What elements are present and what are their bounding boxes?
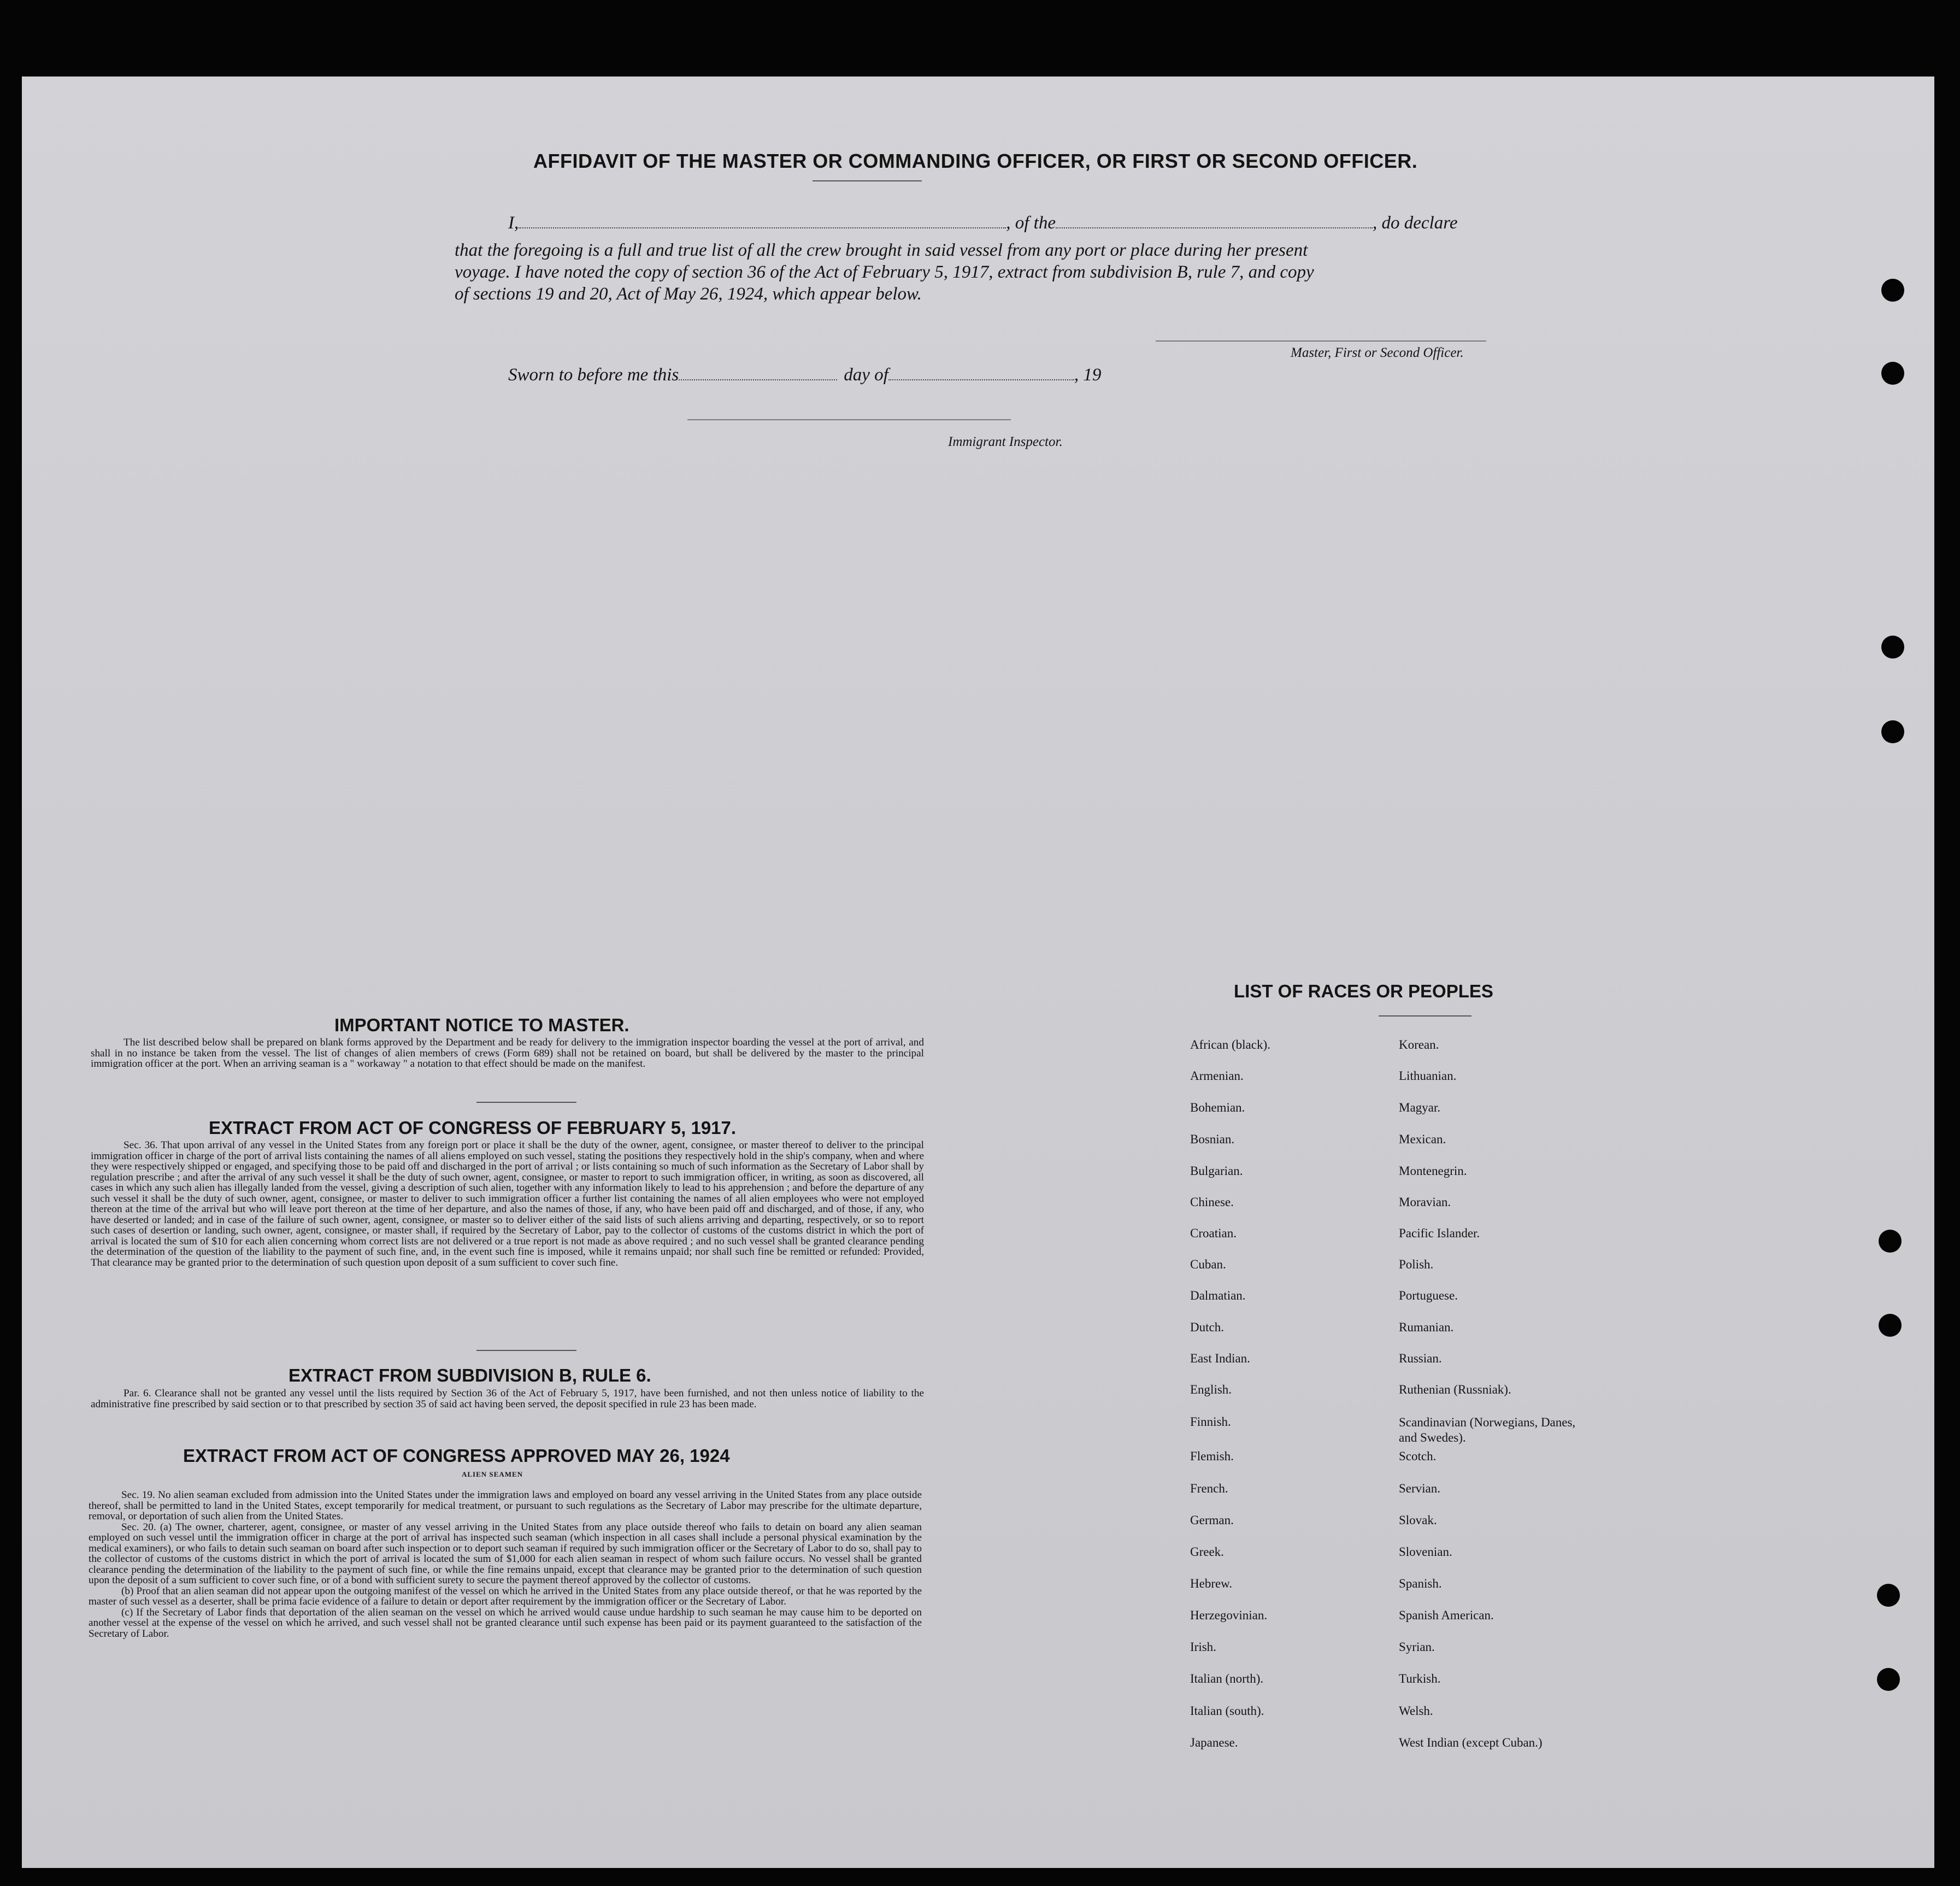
race-item: Bosnian. (1190, 1132, 1235, 1146)
section-36-paragraph: Sec. 36. That upon arrival of any vessel in the United States from any foreign port or place it shall be the duty of the owner, agent, consignee, or master thereof to deliver to the principal immigration officer in charge of the port of arrival lists containing the names of all aliens employed on such vessel, stating the positions they respectively hold in the ship's company, when and where they were respectively shipped or engaged, and specifying those to be paid off and discharged in the port of arrival ; or lists containing so much of such information as the Secretary of Labor shall by regulation prescribe ; and after the arrival of any such vessel it shall be the duty of such owner, agent, consignee, or master to report to such immigration officer, in writing, as soon as discovered, all cases in which any such alien has illegally landed from the vessel, giving a description of such alien, together with any information likely to lead to his apprehension ; and before the departure of any such vessel it shall be the duty of such owner, agent, consignee, or master to deliver to such immigration officer a further list containing the names of all alien employees who were not employed thereon at the time of the arrival but who will leave port thereon at the time of her departure, and also the names of those, if any, who have been paid off and discharged, and of those, if any, who have deserted or landed; and in case of the failure of such owner, agent, consignee, or master so to deliver either of the said lists of such aliens arriving and departing, respectively, or so to report such cases of desertion or landing, such owner, agent, consignee, or master shall, if required by the Secretary of Labor, pay to the collector of customs of the customs district in which the port of arrival is located the sum of $10 for each alien concerning whom correct lists are not delivered or a true report is not made as above required ; and no such vessel shall be granted clearance pending the determination of the question of the liability to the payment of such fine, and, in the event such fine is imposed, while it remains unpaid; nor shall such fine be remitted or refunded: Provided, That clearance may be granted prior to the determination of such question upon deposit of a sum sufficient to cover such fine. (91, 1139, 924, 1268)
divider (1379, 1015, 1472, 1017)
race-item: Bulgarian. (1190, 1164, 1243, 1178)
race-item: Irish. (1190, 1640, 1216, 1654)
punch-hole (1877, 1668, 1900, 1691)
declaration-i: I, (508, 213, 519, 233)
race-item: Welsh. (1399, 1704, 1433, 1718)
race-item: Chinese. (1190, 1195, 1234, 1209)
race-item: Servian. (1399, 1482, 1441, 1495)
race-item: Armenian. (1190, 1069, 1244, 1083)
section-19-paragraph: Sec. 19. No alien seaman excluded from admission into the United States under the immigration laws and employed on board any vessel arriving in the United States from any place outside thereof, shall be permitted to land in the United States, except temporarily for medical treatment, or pursuant to such regulations as the Secretary of Labor may prescribe for the ultimate departure, removal, or deportation of such alien from the United States. (89, 1489, 922, 1522)
race-item: Moravian. (1399, 1195, 1451, 1209)
race-item: Croatian. (1190, 1226, 1237, 1240)
notice-text (91, 1037, 924, 1070)
month-blank[interactable] (888, 379, 1074, 380)
race-item: Mexican. (1399, 1132, 1446, 1146)
master-signature-line[interactable] (1156, 340, 1486, 342)
race-item: Italian (south). (1190, 1704, 1264, 1718)
punch-hole (1881, 362, 1904, 385)
extract-1917-title: EXTRACT FROM ACT OF CONGRESS OF FEBRUARY 5, 1917. (209, 1118, 737, 1138)
name-blank[interactable] (519, 227, 1006, 228)
extract-1917-text (91, 1140, 924, 1268)
race-item: German. (1190, 1513, 1234, 1527)
race-item: Greek. (1190, 1545, 1224, 1559)
race-item: Pacific Islander. (1399, 1226, 1480, 1240)
races-title: LIST OF RACES OR PEOPLES (1234, 981, 1493, 1001)
race-item: Slovenian. (1399, 1545, 1452, 1559)
section-20a-paragraph: Sec. 20. (a) The owner, charterer, agent, consignee, or master of any vessel arriving in the United States from any place outside thereof who fails to detain on board any alien seaman employed on such vessel until the immigration officer in charge at the port of arrival has inspected such seaman (which inspection in all cases shall include a personal physical examination by the medical examiners), or who fails to detain such seaman on board after such inspection or to deport such seaman if required by such immigration officer or the Secretary of Labor to do so, shall pay to the collector of customs of the customs district in which the port of arrival is located the sum of $1,000 for each alien seaman in respect of whom such failure occurs. No vessel shall be granted clearance pending the determination of the liability to the payment of such fine, or while the fine remains unpaid, except that clearance may be granted prior to the determination of such question upon the deposit of a sum sufficient to cover such fine, or of a bond with sufficient surety to secure the payment thereof approved by the collector of customs. (89, 1521, 922, 1586)
declaration-text-4: of sections 19 and 20, Act of May 26, 1924, which appear below. (455, 284, 922, 304)
notice-title: IMPORTANT NOTICE TO MASTER. (334, 1015, 629, 1035)
race-item: Rumanian. (1399, 1320, 1454, 1334)
extract-rule6-title: EXTRACT FROM SUBDIVISION B, RULE 6. (289, 1365, 651, 1385)
race-item: East Indian. (1190, 1352, 1250, 1365)
race-item: Spanish. (1399, 1577, 1442, 1590)
race-item: Spanish American. (1399, 1608, 1494, 1622)
inspector-signature-label: Immigrant Inspector. (948, 434, 1063, 449)
master-signature-label: Master, First or Second Officer. (1291, 345, 1464, 360)
race-item: Magyar. (1399, 1101, 1441, 1114)
sworn-line (508, 365, 1101, 385)
punch-hole (1879, 1314, 1902, 1337)
punch-hole (1879, 1230, 1902, 1253)
race-item: West Indian (except Cuban.) (1399, 1736, 1543, 1749)
sworn-day-of: day of (844, 365, 888, 385)
sworn-prefix: Sworn to before me this (508, 365, 679, 385)
race-item: Bohemian. (1190, 1101, 1245, 1114)
race-item: Scotch. (1399, 1449, 1437, 1463)
race-item: Slovak. (1399, 1513, 1437, 1527)
declaration-text-2: that the foregoing is a full and true list of all the crew brought in said vessel from any port or place during her present (455, 240, 1308, 260)
extract-1924-title: EXTRACT FROM ACT OF CONGRESS APPROVED MAY 26, 1924 (183, 1446, 730, 1466)
race-item: African (black). (1190, 1038, 1270, 1051)
race-item: Russian. (1399, 1352, 1442, 1365)
extract-1924-text (89, 1490, 922, 1639)
race-item: Syrian. (1399, 1640, 1435, 1654)
divider (813, 180, 922, 181)
race-item: Flemish. (1190, 1449, 1234, 1463)
alien-seamen-subtitle: ALIEN SEAMEN (462, 1470, 523, 1478)
declaration-text-3: voyage. I have noted the copy of section 36 of the Act of February 5, 1917, extract from subdivision B, rule 7, and copy (455, 262, 1314, 282)
race-item: Korean. (1399, 1038, 1439, 1051)
race-item: Scandinavian (Norwegians, Danes, and Swedes). (1399, 1415, 1576, 1444)
declaration-do-declare: , do declare (1372, 213, 1458, 233)
punch-hole (1881, 720, 1904, 743)
inspector-signature-line[interactable] (687, 419, 1011, 420)
race-item: Herzegovinian. (1190, 1608, 1268, 1622)
race-item: Ruthenian (Russniak). (1399, 1383, 1511, 1396)
race-item: French. (1190, 1482, 1228, 1495)
race-item: Hebrew. (1190, 1577, 1233, 1590)
race-item: Dalmatian. (1190, 1289, 1246, 1302)
race-item: Dutch. (1190, 1320, 1224, 1334)
race-item: Italian (north). (1190, 1672, 1264, 1685)
sworn-year: , 19 (1074, 365, 1102, 385)
day-blank[interactable] (679, 379, 837, 380)
race-item: Montenegrin. (1399, 1164, 1467, 1178)
punch-hole (1881, 279, 1904, 302)
divider (476, 1102, 576, 1103)
race-item: Lithuanian. (1399, 1069, 1457, 1083)
race-item: Portuguese. (1399, 1289, 1458, 1302)
extract-rule6-text (91, 1388, 924, 1409)
affidavit-title: AFFIDAVIT OF THE MASTER OR COMMANDING OFFICER, OR FIRST OR SECOND OFFICER. (533, 150, 1418, 172)
declaration-of-the: , of the (1006, 213, 1056, 233)
race-item: Finnish. (1190, 1415, 1231, 1429)
race-item: English. (1190, 1383, 1232, 1396)
race-item: Japanese. (1190, 1736, 1238, 1749)
punch-hole (1877, 1584, 1900, 1607)
section-20c-paragraph: (c) If the Secretary of Labor finds that deportation of the alien seaman on the vessel on which he arrived would cause undue hardship to such seaman he may cause him to be deported on another vessel at the expense of the vessel on which he arrived, and such vessel shall not be granted clearance until such expense has been paid or its payment guaranteed to the satisfaction of the Secretary of Labor. (89, 1606, 922, 1640)
notice-paragraph: The list described below shall be prepared on blank forms approved by the Department and be ready for delivery to the immigration inspector boarding the vessel at the port of arrival, and shall in no instance be taken from the vessel. The list of changes of alien members of crews (Form 689) shall not be retained on board, but shall be delivered by the master to the principal immigration officer at the port. When an arriving seaman is a " workaway " a notation to that effect should be made on the manifest. (91, 1037, 924, 1070)
race-item: Turkish. (1399, 1672, 1441, 1685)
rule-6-paragraph: Par. 6. Clearance shall not be granted any vessel until the lists required by Section 36 of the Act of February 5, 1917, have been furnished, and not then unless notice of liability to the administrative fine prescribed by said section or to that prescribed by section 35 of said act having been served, the deposit specified in rule 23 has been made. (91, 1388, 924, 1410)
section-20b-paragraph: (b) Proof that an alien seaman did not appear upon the outgoing manifest of the vessel on which he arrived in the United States from any place outside thereof, or that he was reported by the master of such vessel as a deserter, shall be prima facie evidence of a failure to detain or deport after requirement by the immigration officer or the Secretary of Labor. (89, 1585, 922, 1607)
divider (476, 1350, 576, 1351)
punch-hole (1881, 636, 1904, 659)
declaration-line (508, 213, 1457, 233)
vessel-blank[interactable] (1056, 227, 1373, 228)
race-item: Cuban. (1190, 1258, 1226, 1271)
race-item: Polish. (1399, 1258, 1434, 1271)
